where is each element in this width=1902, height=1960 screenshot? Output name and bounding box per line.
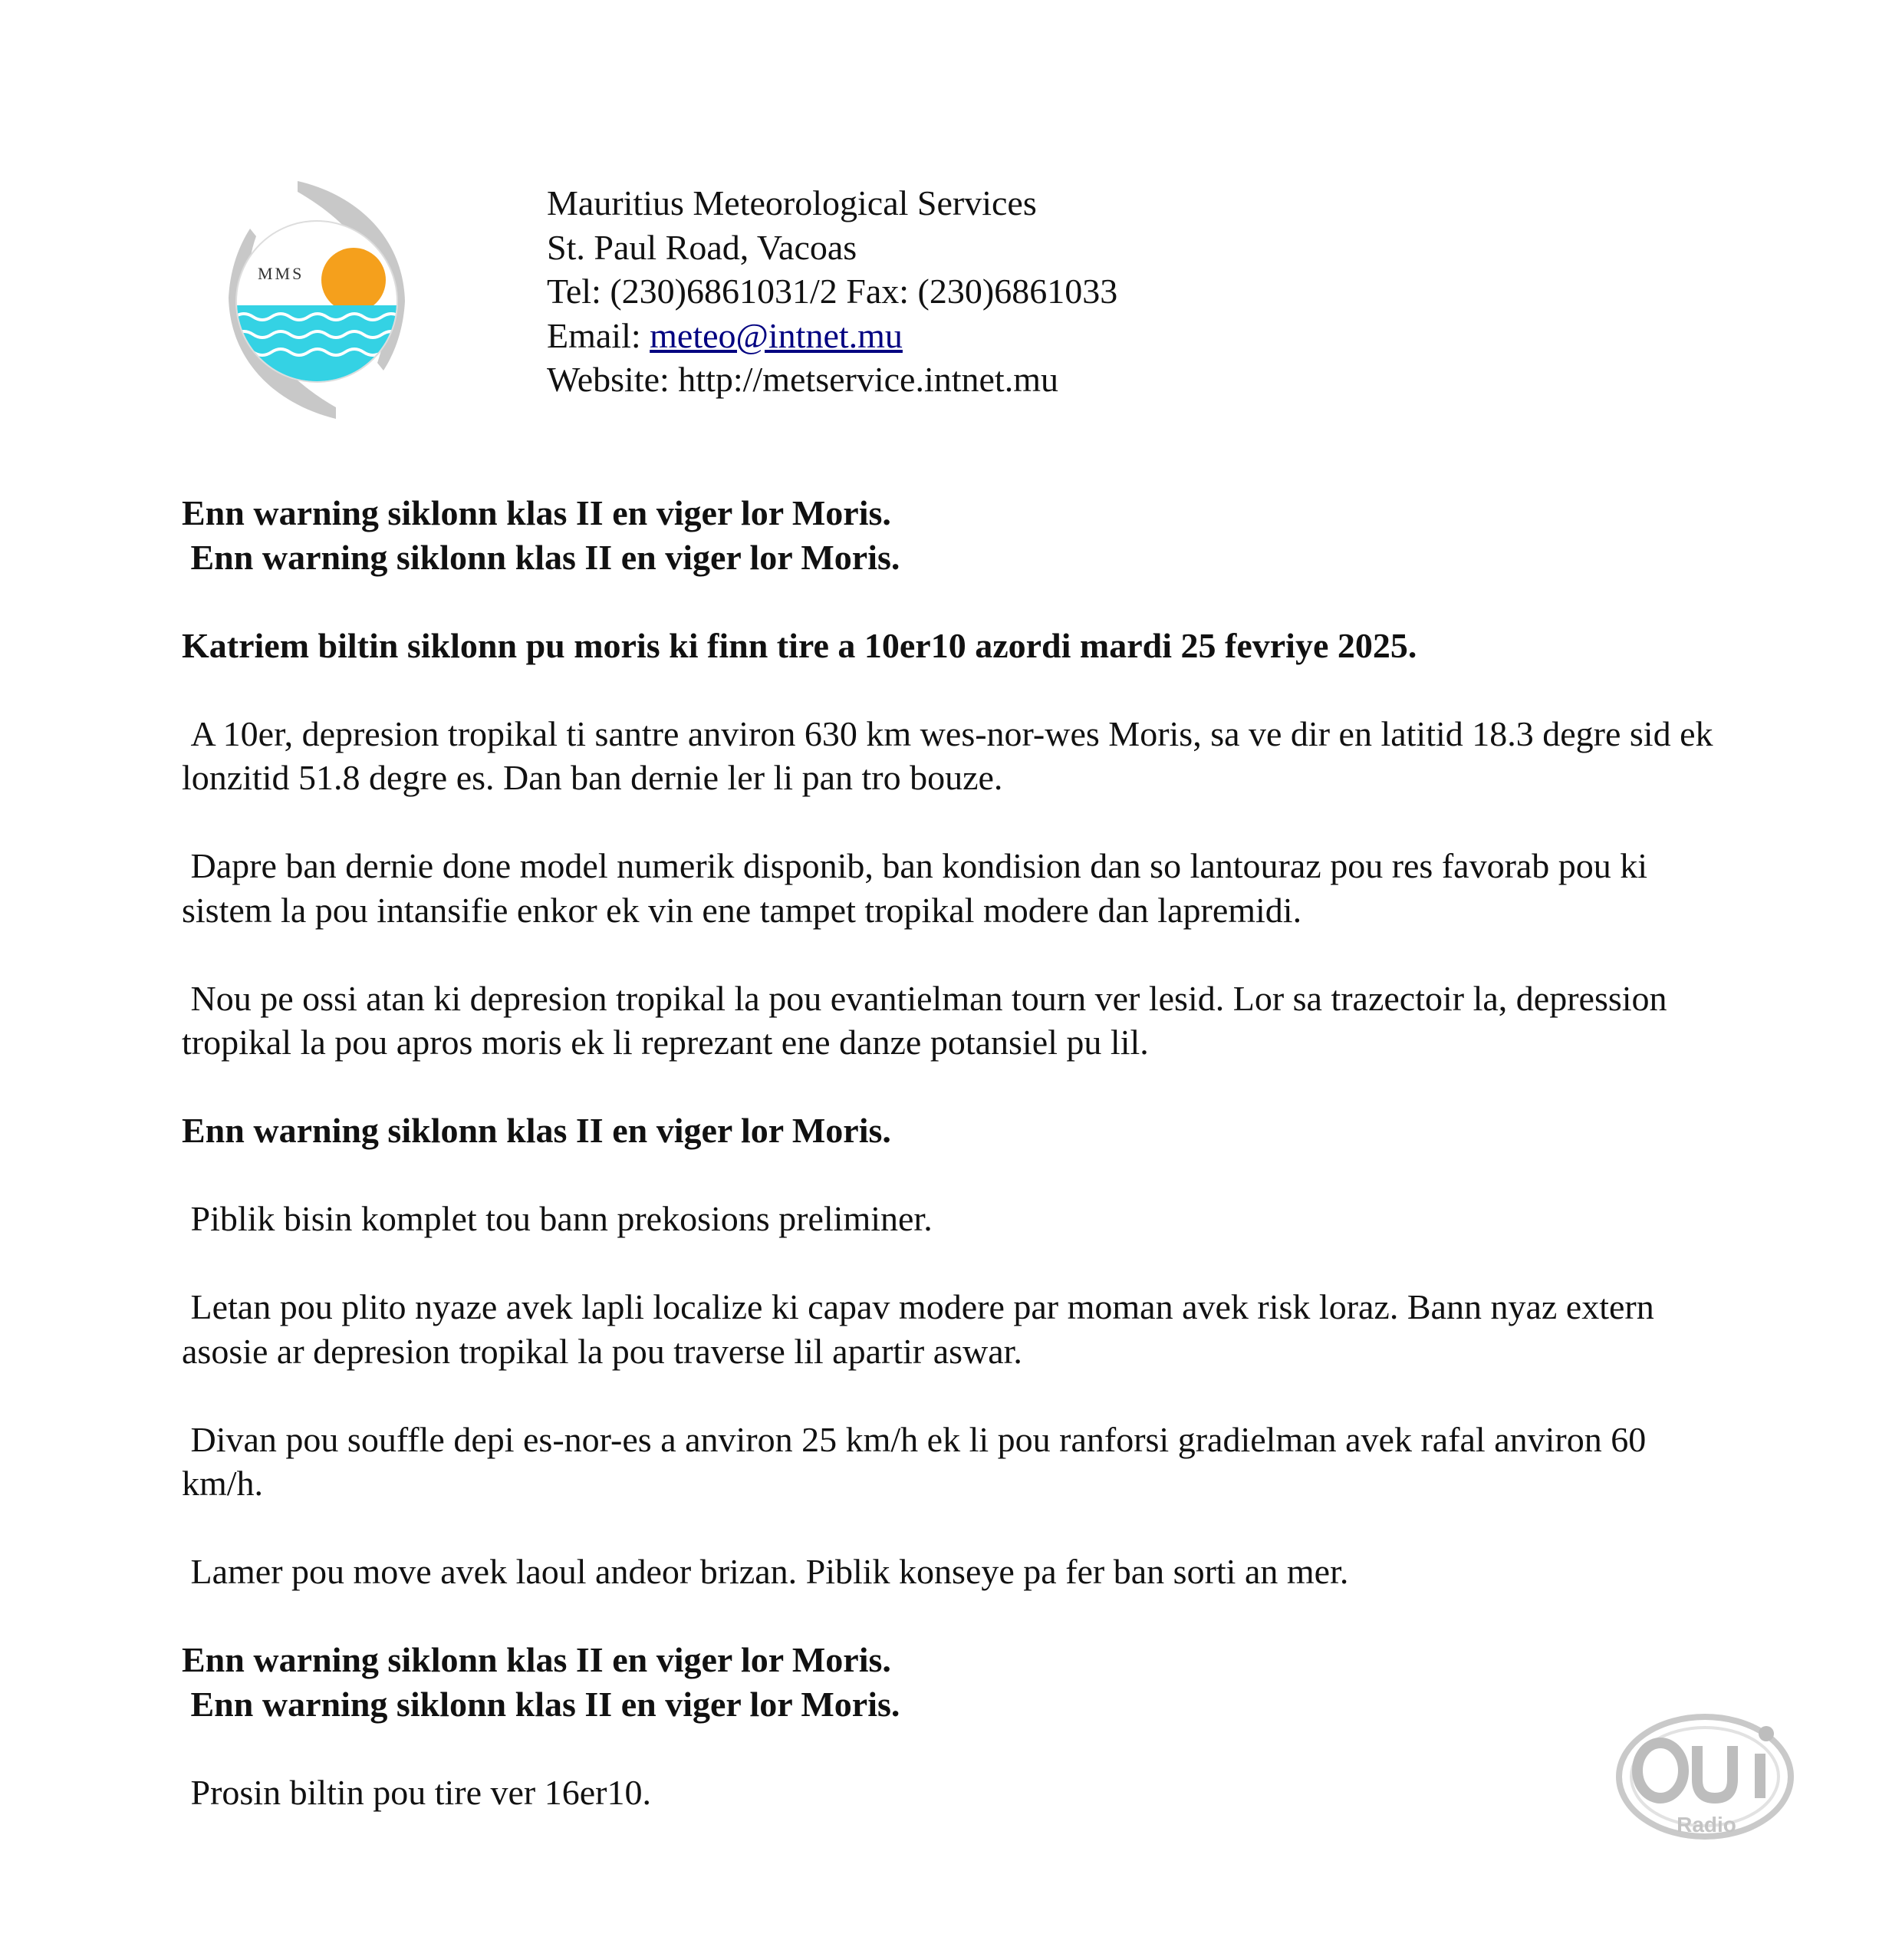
oui-radio-watermark	[1613, 1709, 1805, 1847]
email-line	[547, 314, 1117, 358]
logo-text: MMS	[258, 264, 304, 283]
paragraph-wind: Divan pou souffle depi es-nor-es a anviron 25 km/h ek li pou ranforsi gradielman avek rafal anviron 60 km/h.	[182, 1419, 1655, 1503]
watermark-dot-icon	[1759, 1726, 1774, 1741]
paragraph-track: Nou pe ossi atan ki depresion tropikal la pou evantielman tourn ver lesid. Lor sa trazectoir la, depression tropikal la pou apros moris ek li reprezant ene danze potansiel pu lil.	[182, 978, 1677, 1062]
org-name: Mauritius Meteorological Services	[547, 183, 1037, 222]
paragraph-sea: Lamer pou move avek laoul andeor brizan. Piblik konseye pa fer ban sorti an mer.	[182, 1552, 1349, 1591]
watermark-text: Radio	[1677, 1813, 1736, 1836]
warning-heading: Enn warning siklonn klas II en viger lor Moris.	[182, 1640, 891, 1679]
warning-heading: Enn warning siklonn klas II en viger lor Moris.	[182, 1111, 891, 1150]
bulletin-title: Katriem biltin siklonn pu moris ki finn tire a 10er10 azordi mardi 25 fevriye 2025.	[182, 625, 1417, 665]
email-label: Email:	[547, 315, 650, 355]
watermark-letter-u-icon	[1697, 1746, 1733, 1798]
email-link[interactable]: meteo@intnet.mu	[650, 315, 903, 355]
bulletin-body	[182, 491, 1723, 1814]
paragraph-models: Dapre ban dernie done model numerik disponib, ban kondision dan so lantouraz pou res favorab pou ki sistem la pou intansifie enkor ek vin ene tampet tropikal modere dan lapremidi.	[182, 846, 1657, 930]
next-bulletin: Prosin biltin pou tire ver 16er10.	[182, 1772, 651, 1812]
warning-heading: Enn warning siklonn klas II en viger lor Moris.	[182, 1684, 900, 1724]
warning-heading: Enn warning siklonn klas II en viger lor Moris.	[182, 493, 891, 532]
phone-fax: Tel: (230)6861031/2 Fax: (230)6861033	[547, 272, 1118, 311]
warning-heading: Enn warning siklonn klas II en viger lor Moris.	[182, 537, 900, 577]
paragraph-precautions: Piblik bisin komplet tou bann prekosions preliminer.	[182, 1199, 933, 1238]
address: St. Paul Road, Vacoas	[547, 227, 857, 267]
paragraph-weather: Letan pou plito nyaze avek lapli localize ki capav modere par moman avek risk loraz. Bann nyaz extern asosie ar depresion tropikal la pou traverse lil apartir aswar.	[182, 1287, 1663, 1371]
website-line: Website: http://metservice.intnet.mu	[547, 360, 1058, 399]
logo-sun-icon	[321, 248, 386, 312]
mms-logo	[221, 175, 413, 424]
paragraph-position: A 10er, depresion tropikal ti santre anviron 630 km wes-nor-wes Moris, sa ve dir en latitid 18.3 degre sid ek lonzitid 51.8 degre es. Dan ban dernie ler li pan tro bouze.	[182, 713, 1723, 797]
watermark-letter-o-icon	[1637, 1743, 1683, 1798]
letterhead	[547, 181, 1117, 402]
